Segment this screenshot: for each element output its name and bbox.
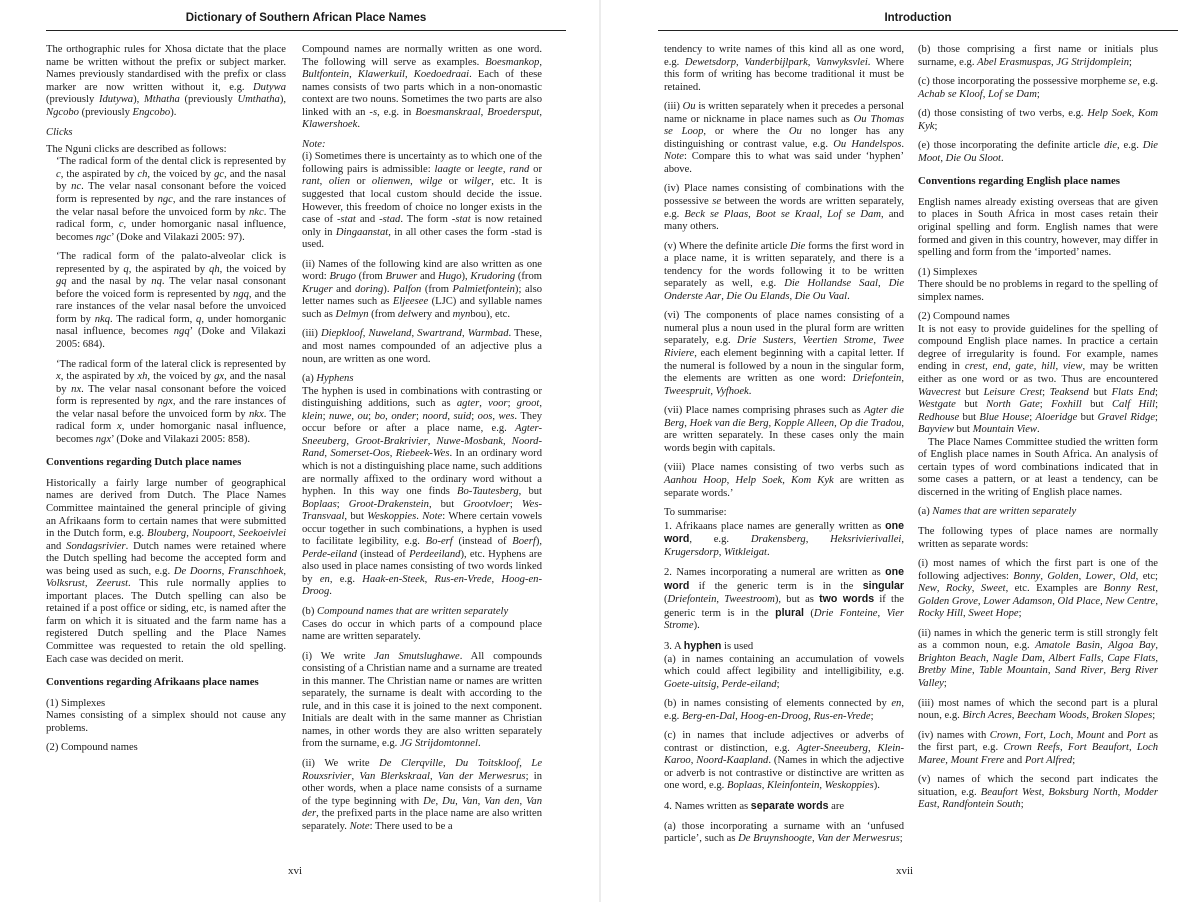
paragraph: (a) Names that are written separately xyxy=(918,506,1077,518)
paragraph: (b) Compound names that are written separately xyxy=(302,605,509,617)
paragraph: (iv) Place names consisting of combinations with the possessive se between the words are written separately, e.g. Beck se Plaas, Boot se Kraal, Lof se Dam, and many others. xyxy=(664,183,905,233)
paragraph: (v) Where the definite article Die forms the first word in a place name, it is written separately, and there is a tendency for the words following it to be written separately as well, e.g. Die Hollandse Saal, Die Onderste Aar, Die Ou Elands, Die Ou Vaal. xyxy=(664,240,905,302)
subsection-heading: Clicks xyxy=(46,127,73,139)
paragraph: It is not easy to provide guidelines for the spelling of compound English place names. In practice a certain degree of irregularity is found. For example, names ending in crest, end, gate, hill, view, may be written either as one word or as two. Thus are encountered Wavecrest but Leisure Crest; Teaksend but Flats End; Westgate but North Gate; Foxhill but Calf Hill; Redhouse but Blue House; Aloeridge but Gravel Ridge; Bayview but Mountain View. xyxy=(918,323,1159,436)
paragraph: The orthographic rules for Xhosa dictate that the place name be written without the prefix or subject marker. Names previously standardised with the prefix or class marker are now written without it, e.g. Dutywa (previously Idutywa), Mthatha (previously Umthatha), Ngcobo (previously Engcobo). xyxy=(46,44,287,118)
paragraph: (iv) names with Crown, Fort, Loch, Mount and Port as the first part, e.g. Crown Reefs, Fort Beaufort, Loch Maree, Mount Frere and Port Alfred; xyxy=(918,729,1159,766)
paragraph: The Place Names Committee studied the written form of English place names in South Africa. An analysis of certain types of word combinations indicated that in some cases a pattern, or at least a tendency, can be discerned in the writing of English place names. xyxy=(918,436,1158,498)
paragraph: (ii) names in which the generic term is still strongly felt as a common noun, e.g. Amatole Basin, Algoa Bay, Brighton Beach, Nagle Dam, Albert Falls, Cape Flats, Bretby Mine, Table Mountain, Sand River, Berg River Valley; xyxy=(918,627,1158,690)
paragraph: There should be no problems in regard to the spelling of simplex names. xyxy=(918,279,1158,303)
paragraph: (v) names of which the second part indicates the situation, e.g. Beaufort West, Boksburg North, Modder East, Randfontein South; xyxy=(918,774,1158,811)
paragraph: (a) those incorporating a surname with an ‘unfused particle’, such as De Bruynshoogte, Van der Merwesrus; xyxy=(664,820,904,845)
paragraph: (i) We write Jan Smutslughawe. All compounds consisting of a Christian name and a surname are treated in this manner. The Christian name or names are written separately, the surname is dealt with according to the rule, and in this case it is joined to the next component. Initials are dealt with in the same manner as Christian names, in other words they are also written separately from the surname, e.g. JG Strijdomtonnel. xyxy=(302,650,543,750)
paragraph: 4. Names written as separate words are xyxy=(664,799,845,812)
page-number: xvi xyxy=(288,865,303,877)
paragraph: Historically a fairly large number of geographical names are derived from Dutch. The Place Names Committee maintained the general principle of giving an Afrikaans form to certain names that were submitted in the Dutch form, e.g. Blouberg, Noupoort, Seekoeivlei and Sondagsrivier. Dutch names were retained where the Dutch spelling had become the accepted form and was being used as such, e.g. De Doorns, Franschhoek, Volksrust, Zeerust. This rule normally applies to important places. The Dutch spelling can also be retained if a post office or siding, etc, is named after the farm on which it is situated and the farm name has a registered Dutch spelling and the Place Names Committee was requested to retain the old spelling. Each case was decided on merit. xyxy=(46,477,287,665)
running-head: Dictionary of Southern African Place Names xyxy=(185,12,427,24)
paragraph: The hyphen is used in combinations with contrasting or distinguishing additions, such as agter, voor; groot, klein; nuwe, ou; bo, onder; noord, suid; oos, wes. They occur before or after a place name, e.g. Agter-Sneeuberg, Groot-Brakrivier, Nuwe-Mosbank, Noord-Rand, Somerset-Oos, Riebeek-Wes. In an ordinary word which is not a distinguishing place name, such additions are normally affixed to the ordinary word without a hyphen. In this way one finds Bo-Tautesberg, but Boplaas; Groot-Drakenstein, but Grootvloer; Wes-Transvaal, but Weskoppies. Note: Where certain vowels occur together in such combinations, a hyphen is used to facilitate legibility, e.g. Bo-erf (instead of Boerf), Perde-eiland (instead of Perdeeiland), etc. Hyphens are also used in place names consisting of two words linked by en, e.g. Haak-en-Steek, Rus-en-Vrede, Hoog-en-Droog. xyxy=(302,385,543,598)
text-column xyxy=(664,44,904,853)
paragraph: 1. Afrikaans place names are generally written as one word, e.g. Drakensberg, Heksrivierivallei, Krugersdorp, Witkleigat. xyxy=(664,519,904,558)
right-page xyxy=(600,0,1200,902)
text-column xyxy=(302,44,542,840)
paragraph: (1) Simplexes xyxy=(46,697,106,709)
paragraph: (ii) We write De Clerqville, Du Toitskloof, Le Rouxsrivier, Van Blerkskraal, Van der Merwesrus; in other words, when a place name consists of a surname of the type beginning with De, Du, Van, Van den, Van der, the prefixed parts in the place name are also written separately. Note: There used to be a xyxy=(302,757,543,832)
paragraph: (1) Simplexes xyxy=(918,266,978,278)
section-heading: Conventions regarding Afrikaans place names xyxy=(46,676,259,689)
paragraph: 2. Names incorporating a numeral are written as one word if the generic term is in the singular (Driefontein, Tweestroom), but as two words if the generic term is in the plural (Drie Fonteine, Vier Strome). xyxy=(664,566,905,632)
paragraph: (2) Compound names xyxy=(46,742,138,754)
paragraph: (a) Hyphens xyxy=(302,373,354,385)
paragraph: The Nguni clicks are described as follows: xyxy=(46,143,227,155)
paragraph: (e) those incorporating the definite article die, e.g. Die Moot, Die Ou Sloot. xyxy=(918,140,1158,164)
header-rule xyxy=(46,30,566,31)
text-column xyxy=(46,44,286,762)
paragraph: (iii) Diepkloof, Nuweland, Swartrand, Warmbad. These, and most names compounded of an adjective plus a noun, are written as one word. xyxy=(302,328,542,365)
paragraph: (a) in names containing an accumulation of vowels which could affect legibility and intelligibility, e.g. Goete-uitsig, Perde-eiland; xyxy=(664,653,904,690)
paragraph: (c) those incorporating the possessive morpheme se, e.g. Achab se Kloof, Lof se Dam; xyxy=(918,76,1158,100)
paragraph: (i) Sometimes there is uncertainty as to which one of the following pairs is admissible: laagte or leegte, rand or rant, olien or olienwen, wilge or wilger, etc. It is suggested that local custom should decide the issue. However, this freedom of choice no longer exists in the case of -stat and -stad. The form -stat is now retained only in Dingaanstat, in all other cases the form -stad is used. xyxy=(302,151,543,251)
paragraph: 3. A hyphen is used xyxy=(664,639,754,652)
paragraph: (viii) Place names consisting of two verbs such as Aanhou Hoop, Help Soek, Kom Kyk are written as separate words.’ xyxy=(664,462,905,499)
paragraph: The following types of place names are normally written as separate words: xyxy=(918,526,1158,550)
paragraph: (2) Compound names xyxy=(918,311,1010,323)
paragraph: (b) in names consisting of elements connected by en, e.g. Berg-en-Dal, Hoog-en-Droog, Rus-en-Vrede; xyxy=(664,698,904,722)
text-column xyxy=(918,44,1158,819)
paragraph: (b) those comprising a first name or initials plus surname, e.g. Abel Erasmuspas, JG Strijdomplein; xyxy=(918,44,1158,68)
paragraph: English names already existing overseas that are given to places in South Africa in most cases retain their original spelling and form. English names that were formed and given in this country, however, may differ in spelling and form from the ‘imported’ names. xyxy=(918,196,1158,259)
paragraph: tendency to write names of this kind all as one word, e.g. Dewetsdorp, Vanderbijlpark, Vanwyksvlei. Where this form of writing has become traditional it must be retained. xyxy=(664,44,904,93)
paragraph: Note: xyxy=(302,138,326,150)
paragraph: To summarise: xyxy=(664,507,727,519)
quotation: ‘The radical form of the lateral click is represented by x, the aspirated by xh, the voiced by gx, and the nasal by nx. The velar nasal consonant before the voiced form is represented by ngx, and the rare instances of the velar nasal before the unvoiced form by nkx. The radical form x, under homorganic nasal influence, becomes ngx’ (Doke and Vilakazi 2005: 858). xyxy=(56,358,286,445)
section-heading: Conventions regarding Dutch place names xyxy=(46,456,242,469)
header-rule xyxy=(658,30,1178,31)
paragraph: (i) most names of which the first part is one of the following adjectives: Bonny, Golden, Lower, Old, etc; New, Rocky, Sweet, etc. Examples are Bonny Rest, Golden Grove, Lower Adamson, Old Place, New Centre, Rocky Hill, Sweet Hope; xyxy=(918,558,1159,620)
paragraph: Compound names are normally written as one word. The following will serve as examples. Boesmankop, Bultfontein, Klawerkuil, Koedoedraai. Each of these names consists of two parts which in a non-onomastic context are two nouns. Sometimes the two parts are also linked with an -s, e.g. in Boesmanskraal, Broedersput, Klawershoek. xyxy=(302,44,543,131)
quotation: ‘The radical form of the dental click is represented by c, the aspirated by ch, the voiced by gc, and the nasal by nc. The velar nasal consonant before the voiced form is represented by ngc, and the rare instances of the velar nasal before the unvoiced form by nkc. The radical form, c, under homorganic nasal influence, becomes ngc’ (Doke and Vilakazi 2005: 97). xyxy=(56,156,286,243)
page-number: xvii xyxy=(896,865,914,877)
running-head: Introduction xyxy=(884,12,952,24)
paragraph: (ii) Names of the following kind are also written as one word: Brugo (from Bruwer and Hugo), Krudoring (from Kruger and doring). Palfon (from Palmietfontein); also letter names such as Eljeesee (LJC) and syllable names such as Delmyn (from delwery and mynbou), etc. xyxy=(302,258,543,320)
quotation: ‘The radical form of the palato-alveolar click is represented by q, the aspirated by qh, the voiced by gq and the nasal by nq. The velar nasal consonant before the voiced form is represented by ngq, and the rare instances of the velar nasal before the unvoiced form by nkq. The radical form, q, under homorganic nasal influence, becomes ngq’ (Doke and Vilakazi 2005: 684). xyxy=(56,251,287,351)
paragraph: (d) those consisting of two verbs, e.g. Help Soek, Kom Kyk; xyxy=(918,108,1159,132)
paragraph: (vii) Place names comprising phrases such as Agter die Berg, Hoek van die Berg, Kopple Alleen, Op die Tradou, are written separately. In these cases only the main words begin with capitals. xyxy=(664,405,905,454)
section-heading: Conventions regarding English place names xyxy=(918,175,1120,188)
paragraph: Cases do occur in which parts of a compound place name are written separately. xyxy=(302,618,542,643)
paragraph: (iii) most names of which the second part is a plural noun, e.g. Birch Acres, Beecham Woods, Broken Slopes; xyxy=(918,697,1158,722)
paragraph: Names consisting of a simplex should not cause any problems. xyxy=(46,710,286,734)
paragraph: (iii) Ou is written separately when it precedes a personal name or nickname in place names such as Ou Thomas se Loop, or where the Ou no longer has any distinguishing or contrast value, e.g. Ou Handelspos. Note: Compare this to what was said under ‘hyphen’ above. xyxy=(664,101,905,175)
paragraph: (vi) The components of place names consisting of a numeral plus a noun used in the plural form are written separately, e.g. Drie Susters, Veertien Strome, Twee Riviere, each element beginning with a capital letter. If the numeral is followed by a noun in the singular form, the elements are written as one word: Driefontein, Tweespruit, Vyfhoek. xyxy=(664,310,904,397)
paragraph: (c) in names that include adjectives or adverbs of contrast or distinction, e.g. Agter-Sneeuberg, Klein-Karoo, Noord-Kaapland. (Names in which the adjective or adverb is not contrastive or distinctive are written as one word, e.g. Boplaas, Kleinfontein, Weskoppies). xyxy=(664,730,905,792)
